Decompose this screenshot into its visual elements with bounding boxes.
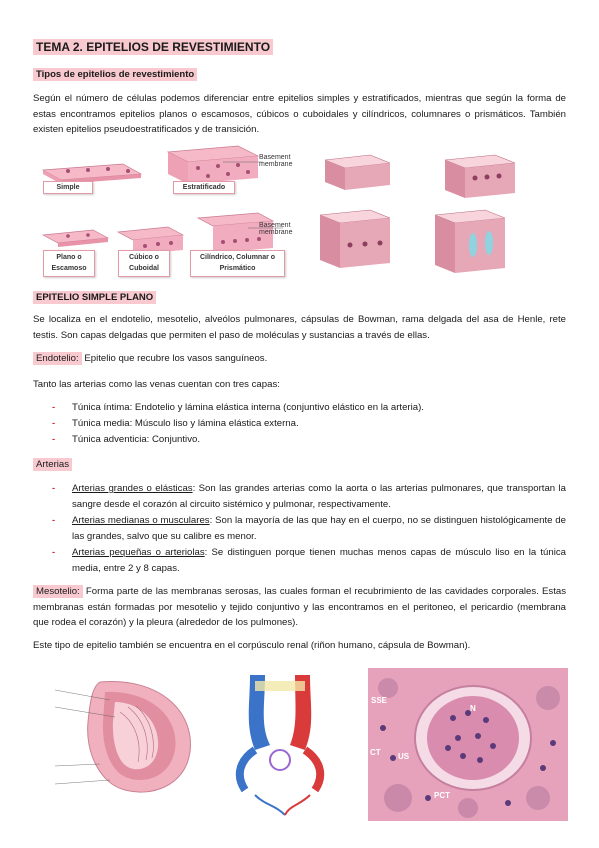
section-heading-simple-plano: EPITELIO SIMPLE PLANO (33, 292, 156, 303)
bullet-icon: - (52, 547, 56, 558)
mesotelio-definition: Mesotelio: Forma parte de las membranas serosas, las cuales forman el recubrimiento de las cavidades corporales. Estas membranas están formadas por mesotelio y tejido conjuntivo y las encontramos en el peritoneo, el pericardio (membrana que rodea el corazón) y la pleura (alrededor de los pulmones). (33, 586, 566, 628)
diagram-pseudostratified (435, 210, 505, 273)
diagram-simple-cuboidal (445, 155, 515, 198)
micro-label-pct: PCT (434, 791, 450, 800)
capa-item: - Túnica adventicia: Conjuntivo. (72, 432, 562, 448)
micro-label-n: N (470, 704, 476, 713)
endotelio-term: Endotelio: (33, 352, 82, 365)
circulation-diagram (210, 665, 350, 825)
arteria-item: - Arterias grandes o elásticas: Son las grandes arterias como la aorta o las arterias pulmonares, que transportan la sangre desde el corazón al circuito sistémico y pulmonar, respectivamente. (52, 483, 566, 510)
bullet-icon: - (52, 434, 56, 445)
label-estratificado: Estratificado (173, 181, 235, 194)
label-cubico: Cúbico o Cuboidal (118, 250, 170, 277)
stratified-epithelium-drawing (168, 146, 258, 184)
capas-intro: Tanto las arterias como las venas cuentan con tres capas: (33, 379, 280, 390)
mesotelio-term: Mesotelio: (33, 585, 83, 598)
label-basement-1: Basement membrane (259, 154, 293, 168)
bullet-icon: - (52, 402, 56, 413)
micro-label-sse: SSE (371, 696, 388, 705)
arteria-item: - Arterias pequeñas o arteriolas: Se distinguen porque tienen muchas menos capas de músculo liso en la túnica media, entre 2 y 8 capas. (52, 547, 566, 574)
micro-label-ct: CT (370, 748, 381, 757)
capa-item: - Túnica media: Músculo liso y lámina elástica externa. (72, 416, 562, 432)
page-title: TEMA 2. EPITELIOS DE REVESTIMIENTO (33, 40, 273, 54)
bullet-icon: - (52, 418, 56, 429)
capa-item: - Túnica íntima: Endotelio y lámina elástica interna (conjuntivo elástico en la arteria). (72, 400, 562, 416)
squamous-epithelium-drawing (43, 230, 108, 247)
vessel-illustration (30, 672, 200, 800)
diagram-simple-columnar (320, 210, 390, 268)
epithelium-types-figure (33, 140, 303, 282)
micrograph-renal-corpuscle (368, 668, 568, 821)
micro-label-us: US (398, 752, 410, 761)
bullet-icon: - (52, 515, 56, 526)
section-heading-arterias: Arterias (33, 457, 72, 473)
paragraph-tipos: Según el número de células podemos diferenciar entre epitelios simples y estratificados, mientras que según la forma de estas encontramos epitelios planos o escamosos, cúbicos o cuboidales y cilíndricos, columnares o prismáticos. También existen epitelios pseudoestratificados y de transición. (33, 93, 566, 135)
label-simple: Simple (43, 181, 93, 194)
label-cilindrico: Cilíndrico, Columnar o Prismático (190, 250, 285, 277)
arteria-item: - Arterias medianas o musculares: Son la mayoría de las que hay en el cuerpo, no se distinguen histológicamente de las grandes, salvo que su calibre es menor. (52, 515, 566, 542)
mesotelio-renal: Este tipo de epitelio también se encuentra en el corpúsculo renal (riñon humano, cápsula de Bowman). (33, 640, 471, 651)
section-heading-tipos: Tipos de epitelios de revestimiento (33, 69, 197, 80)
bullet-icon: - (52, 483, 56, 494)
endotelio-definition: Endotelio: Epitelio que recubre los vasos sanguíneos. (33, 351, 566, 367)
diagram-simple-squamous (325, 155, 390, 190)
label-plano: Plano o Escamoso (43, 250, 95, 277)
label-basement-2: Basement membrane (259, 222, 293, 236)
epithelium-diagrams-figure (315, 145, 570, 285)
paragraph-simple-plano: Se localiza en el endotelio, mesotelio, alveólos pulmonares, cápsulas de Bowman, rama delgada del asa de Henle, rete testis. Son capas delgadas que permiten el paso de moléculas y sustancias a través de ellas. (33, 314, 566, 341)
